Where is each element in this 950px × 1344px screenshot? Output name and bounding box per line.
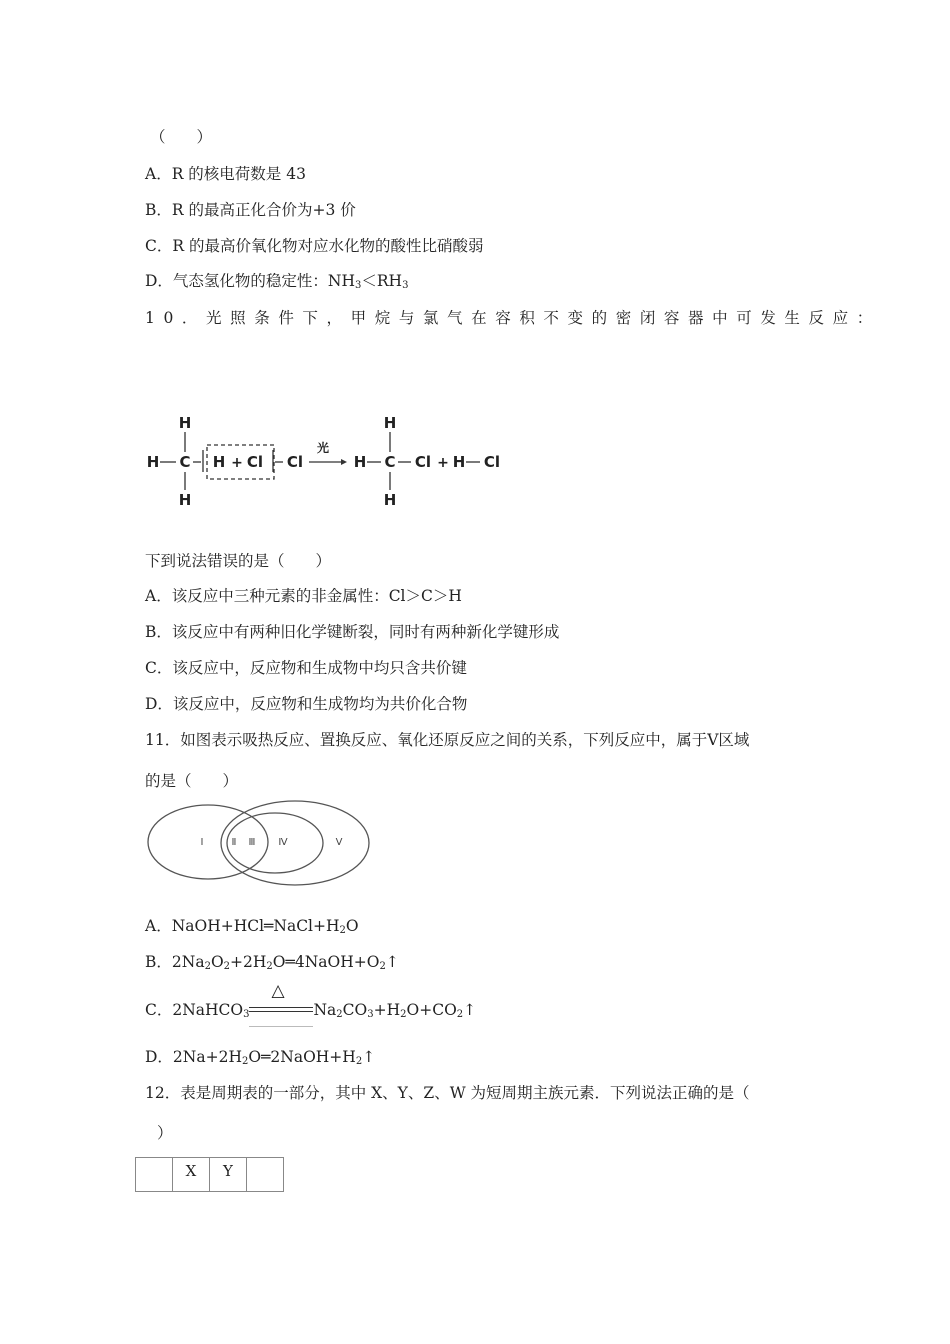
venn-region-1: Ⅰ (200, 837, 204, 848)
q11-c-p4: +H (373, 1001, 401, 1019)
eq-h-bottom-2: H (383, 491, 397, 509)
q11-b-p1: B．2Na (145, 953, 205, 971)
q11-d-s1: 2 (241, 1056, 249, 1067)
q11-c-s5: 2 (456, 1009, 464, 1020)
q9-option-d-sub2: 3 (402, 280, 409, 291)
pt-cell-1 (136, 1158, 173, 1192)
eq-h-in-box: H (212, 453, 226, 471)
q11-c-s3: 3 (367, 1009, 374, 1020)
q11-a-eq: ═ (264, 917, 274, 935)
q9-bracket: （ ） (150, 128, 213, 146)
q9-option-d (145, 271, 408, 291)
q11-option-b (145, 952, 399, 972)
q11-b-s1: 2 (204, 961, 211, 972)
q11-a-p2: NaCl+H (273, 917, 340, 935)
q9-option-a: A．R 的核电荷数是 43 (145, 165, 306, 183)
eq-cl-hcl: Cl (483, 453, 501, 471)
pt-cell-x: X (173, 1158, 210, 1192)
venn-region-5: Ⅴ (335, 837, 343, 848)
q11-d-p2: O (248, 1048, 262, 1066)
eq-plus-2: + (437, 455, 449, 471)
q11-stem-line2: 的是（ ） (145, 772, 239, 790)
q11-b-s2: 2 (223, 961, 231, 972)
q10-option-c: C．该反应中，反应物和生成物中均只含共价键 (145, 659, 467, 677)
q11-c-p1: C．2NaHCO (145, 1001, 244, 1019)
q11-c-condition-sign (249, 981, 313, 1021)
q11-b-p5: 4NaOH+O (294, 953, 380, 971)
q10-question: 下到说法错误的是（ ） (145, 552, 332, 570)
q9-option-b: B．R 的最高正化合价为+3 价 (145, 201, 356, 219)
q11-option-d (145, 1047, 375, 1067)
q9-option-c: C．R 的最高价氧化物对应水化物的酸性比硝酸弱 (145, 237, 484, 255)
q11-c-s2: 2 (336, 1009, 343, 1020)
venn-region-3: Ⅲ (248, 837, 256, 848)
q12-stem-line2: ） (157, 1124, 173, 1142)
eq-cl-3: Cl (414, 453, 432, 471)
eq-c-2: C (384, 453, 396, 471)
q9-option-d-text2: ＜RH (361, 272, 403, 290)
eq-cl-2: Cl (286, 453, 304, 471)
q11-b-eq: ═ (285, 953, 295, 971)
q11-d-p3: 2NaOH+H (270, 1048, 356, 1066)
q10-option-b: B．该反应中有两种旧化学键断裂，同时有两种新化学键形成 (145, 623, 560, 641)
eq-h-top-2: H (383, 414, 397, 432)
pt-cell-y: Y (210, 1158, 247, 1192)
q11-c-s1: 3 (243, 1009, 250, 1020)
q11-b-s3: 2 (266, 961, 273, 972)
eq-plus-in-box: + (231, 455, 243, 471)
q11-c-p2: Na (313, 1001, 337, 1019)
eq-h-left-2: H (353, 453, 367, 471)
q10-option-a: A．该反应中三种元素的非金属性：Cl＞C＞H (145, 587, 462, 605)
q11-c-s4: 2 (400, 1009, 407, 1020)
q11-d-arrow: ↑ (362, 1048, 376, 1066)
q11-b-arrow: ↑ (385, 953, 399, 971)
eq-h-left: H (146, 453, 160, 471)
q10-option-d: D．该反应中，反应物和生成物均为共价化合物 (145, 695, 468, 713)
periodic-table-fragment (135, 1157, 284, 1192)
q11-c-p3: CO (342, 1001, 368, 1019)
venn-diagram (145, 800, 375, 890)
eq-h-bottom-left: H (178, 491, 192, 509)
q11-c-delta: △ (271, 981, 285, 1001)
pt-cell-4 (247, 1158, 284, 1192)
eq-h-top-left: H (178, 414, 192, 432)
venn-region-4: Ⅳ (278, 837, 288, 848)
q11-a-p3: O (345, 917, 359, 935)
q9-option-d-text1: D．气态氢化物的稳定性：NH (145, 272, 356, 290)
q11-option-a (145, 916, 359, 936)
q11-b-p4: O (272, 953, 286, 971)
q11-a-p1: A．NaOH+HCl (145, 917, 265, 935)
venn-region-2: Ⅱ (231, 837, 237, 848)
q11-c-arrow: ↑ (463, 1001, 477, 1019)
eq-cl-in-box: Cl (246, 453, 264, 471)
eq-c-left: C (179, 453, 191, 471)
q10-stem: 10．光照条件下，甲烷与氯气在容积不变的密闭容器中可发生反应： (145, 309, 881, 327)
q9-option-d-sub1: 3 (355, 280, 362, 291)
q11-c-p5: O+CO (406, 1001, 457, 1019)
q11-b-p2: O (210, 953, 224, 971)
q11-stem-line1: 11．如图表示吸热反应、置换反应、氧化还原反应之间的关系，下列反应中，属于Ⅴ区域 (145, 731, 750, 749)
q11-option-c (145, 981, 477, 1021)
q11-b-p3: +2H (230, 953, 267, 971)
q11-d-p1: D．2Na+2H (145, 1048, 242, 1066)
q11-b-s4: 2 (379, 961, 386, 972)
q11-d-eq: ═ (261, 1048, 271, 1066)
methane-chlorination-figure (145, 410, 510, 515)
q11-a-s1: 2 (339, 925, 346, 936)
q12-stem-line1: 12．表是周期表的一部分，其中 X、Y、Z、W 为短周期主族元素．下列说法正确的是（ (145, 1084, 750, 1102)
eq-light-label: 光 (316, 441, 330, 455)
q11-d-s2: 2 (355, 1056, 363, 1067)
eq-h-hcl: H (452, 453, 466, 471)
